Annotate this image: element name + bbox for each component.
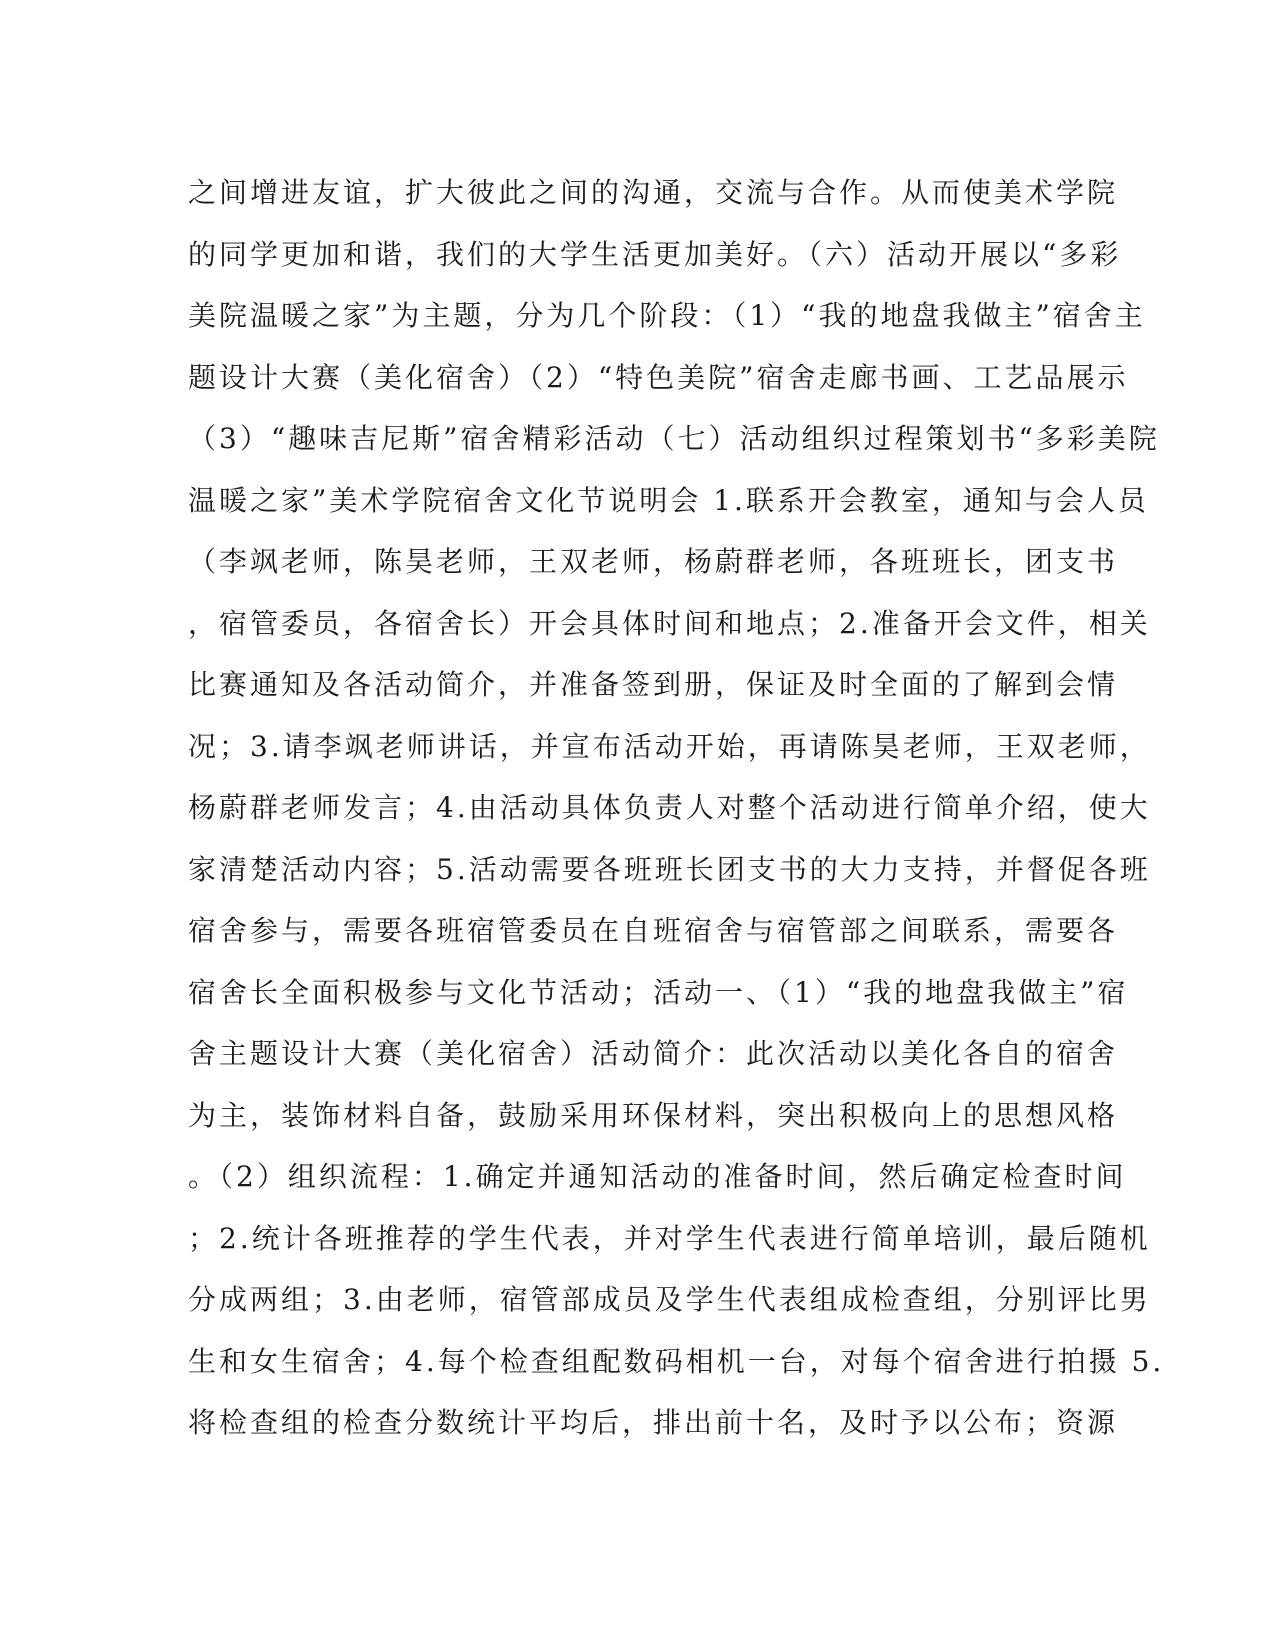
text-line-21: 将检查组的检查分数统计平均后，排出前十名，及时予以公布；资源 xyxy=(188,1406,1119,1439)
text-line-17: 。（2）组织流程：1.确定并通知活动的准备时间，然后确定检查时间 xyxy=(188,1160,1127,1193)
text-line-1: 之间增进友谊，扩大彼此之间的沟通，交流与合作。从而使美术学院 xyxy=(188,176,1119,209)
text-line-3: 美院温暖之家”为主题，分为几个阶段：（1）“我的地盘我做主”宿舍主 xyxy=(188,299,1146,332)
text-line-2: 的同学更加和谐，我们的大学生活更加美好。（六）活动开展以“多彩 xyxy=(188,237,1122,271)
text-line-5: （3）“趣味吉尼斯”宿舍精彩活动（七）活动组织过程策划书“多彩美院 xyxy=(188,422,1160,455)
text-line-4: 题设计大赛（美化宿舍）（2）“特色美院”宿舍走廊书画、工艺品展示 xyxy=(188,360,1129,394)
text-line-9: 比赛通知及各活动简介，并准备签到册，保证及时全面的了解到会情 xyxy=(188,668,1119,701)
text-line-11: 杨蔚群老师发言；4.由活动具体负责人对整个活动进行简单介绍，使大 xyxy=(188,791,1151,824)
text-line-12: 家清楚活动内容；5.活动需要各班班长团支书的大力支持，并督促各班 xyxy=(188,852,1151,886)
text-line-7: （李飒老师，陈昊老师，王双老师，杨蔚群老师，各班班长，团支书 xyxy=(188,545,1119,578)
body-text xyxy=(188,162,1165,1454)
text-line-18: ；2.统计各班推荐的学生代表，并对学生代表进行简单培训，最后随机 xyxy=(188,1221,1151,1255)
text-line-8: ，宿管委员，各宿舍长）开会具体时间和地点；2.准备开会文件，相关 xyxy=(188,606,1151,640)
text-line-10: 况；3.请李飒老师讲话，并宣布活动开始，再请陈昊老师，王双老师， xyxy=(188,729,1151,763)
text-line-19: 分成两组；3.由老师，宿管部成员及学生代表组成检查组，分别评比男 xyxy=(188,1283,1151,1316)
text-line-16: 为主，装饰材料自备，鼓励采用环保材料，突出积极向上的思想风格 xyxy=(188,1098,1119,1132)
text-line-14: 宿舍长全面积极参与文化节活动；活动一、（1）“我的地盘我做主”宿 xyxy=(188,975,1129,1009)
text-line-15: 舍主题设计大赛（美化宿舍）活动简介：此次活动以美化各自的宿舍 xyxy=(188,1037,1119,1070)
text-line-6: 温暖之家”美术学院宿舍文化节说明会 1.联系开会教室，通知与会人员 xyxy=(188,483,1149,517)
text-line-20: 生和女生宿舍；4.每个检查组配数码相机一台，对每个宿舍进行拍摄 5. xyxy=(188,1344,1165,1378)
text-line-13: 宿舍参与，需要各班宿管委员在自班宿舍与宿管部之间联系，需要各 xyxy=(188,914,1119,947)
